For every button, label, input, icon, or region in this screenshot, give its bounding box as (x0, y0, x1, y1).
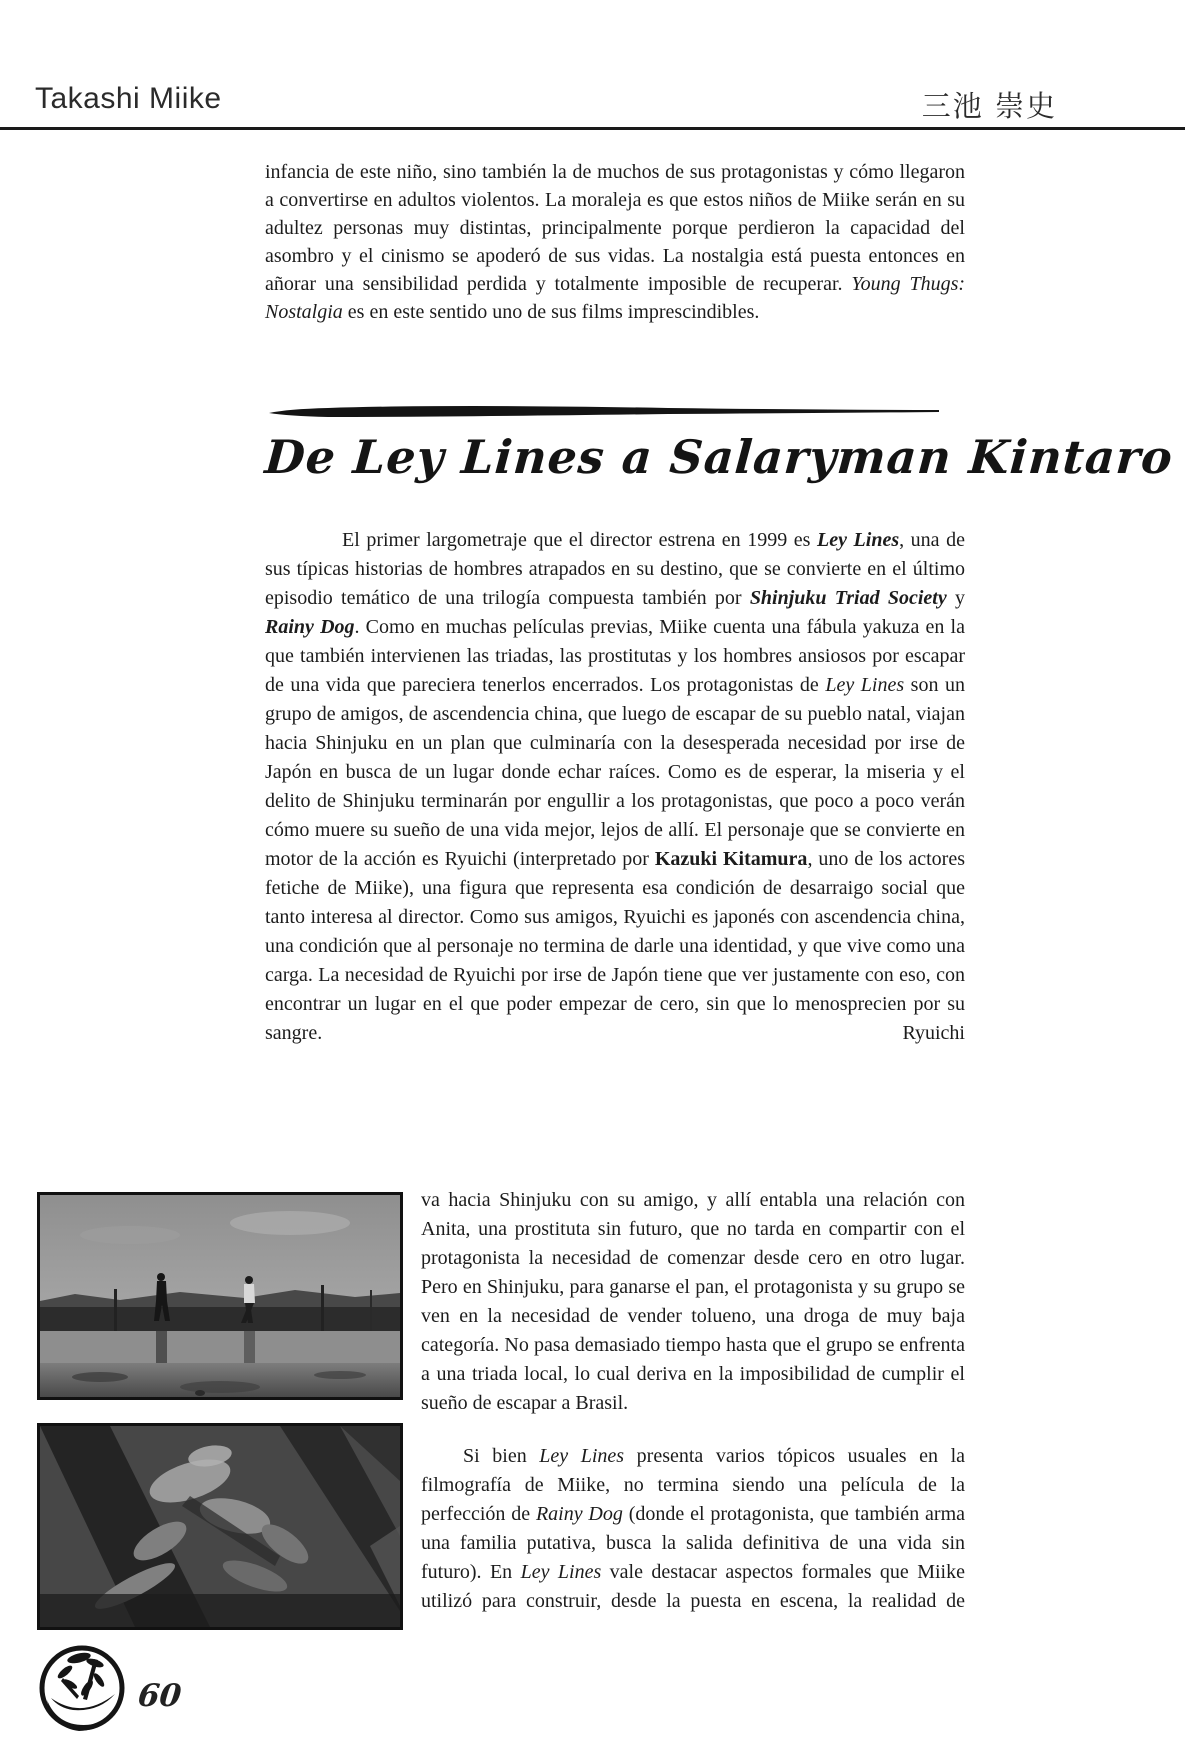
brush-divider-icon (268, 404, 940, 420)
body-paragraph-main: El primer largometraje que el director estrena en 1999 es Ley Lines, una de sus típicas historias de hombres atrapados en su destino, que se convierte en el último episodio temático de una trilogía compuesta también por Shinjuku Triad Society y Rainy Dog. Como en muchas películas previas, Miike cuenta una fábula yakuza en la que también intervienen las triadas, las prostitutas y los hombres ansiosos por escapar de una vida que pareciera tenerlos encerrados. Los protagonistas de Ley Lines son un grupo de amigos, de ascendencia china, que luego de escapar de su pueblo natal, viajan hacia Shinjuku en un plan que culminaría con la desesperada necesidad por irse de Japón en busca de un lugar donde echar raíces. Como es de esperar, la miseria y el delito de Shinjuku terminarán por engullir a los protagonistas, que poco a poco verán cómo muere su sueño de una vida mejor, lejos de allí. El personaje que se convierte en motor de la acción es Ryuichi (interpretado por Kazuki Kitamura, uno de los actores fetiche de Miike), una figura que representa esa condición de desarraigo social que tanto interesa al director. Como sus amigos, Ryuichi es japonés con ascendencia china, una condición que al personaje no termina de darle una identidad, y que vive como una carga. La necesidad de Ryuichi por irse de Japón tiene que ver justamente con eso, con encontrar un lugar en el que poder empezar de cero, sin que lo menosprecien por su sangre. Ryuichi (265, 529, 966, 1044)
page-title-japanese: 三池 崇史 (921, 89, 1057, 123)
film-still-tidal-flat (37, 1192, 403, 1400)
page-title: Takashi Miike (35, 82, 222, 115)
film-still-overhead-bodies (37, 1423, 403, 1630)
body-paragraph-final: Si bien Ley Lines presenta varios tópicos usuales en la filmografía de Miike, no termina siendo una película de la perfección de Rainy Dog (donde el protagonista, que también arma una familia putativa, busca la salida definitiva de una vida sin futuro). En Ley Lines vale destacar aspectos formales que Miike utilizó para construir, desde la puesta en escena, la realidad de (421, 1445, 966, 1612)
page-number: 60 (136, 1678, 184, 1714)
ink-crest-logo (35, 1638, 129, 1738)
body-paragraph-wrapped: va hacia Shinjuku con su amigo, y allí entabla una relación con Anita, una prostituta sin futuro, que no tarda en compartir con el protagonista la necesidad de comenzar desde cero en otro lugar. Pero en Shinjuku, para ganarse el pan, el protagonista y su grupo se ven en la necesidad de vender tolueno, una droga de muy baja categoría. No pasa demasiado tiempo hasta que el grupo se enfrenta a una triada local, lo cual deriva en la imposibilidad de cumplir el sueño de escapar a Brasil. (421, 1189, 965, 1414)
intro-paragraph: infancia de este niño, sino también la de muchos de sus protagonistas y cómo llegaron a convertirse en adultos violentos. La moraleja es que estos niños de Miike serán en su adultez personas muy distintas, principalmente porque perdieron la capacidad del asombro y el cinismo se apoderó de sus vidas. La nostalgia está puesta entonces en añorar una sensibilidad perdida y totalmente imposible de recuperar. Young Thugs: Nostalgia es en este sentido uno de sus films imprescindibles. (265, 161, 966, 323)
section-title: De Ley Lines a Salaryman Kintaro (263, 430, 1175, 484)
header-rule (0, 127, 1185, 130)
